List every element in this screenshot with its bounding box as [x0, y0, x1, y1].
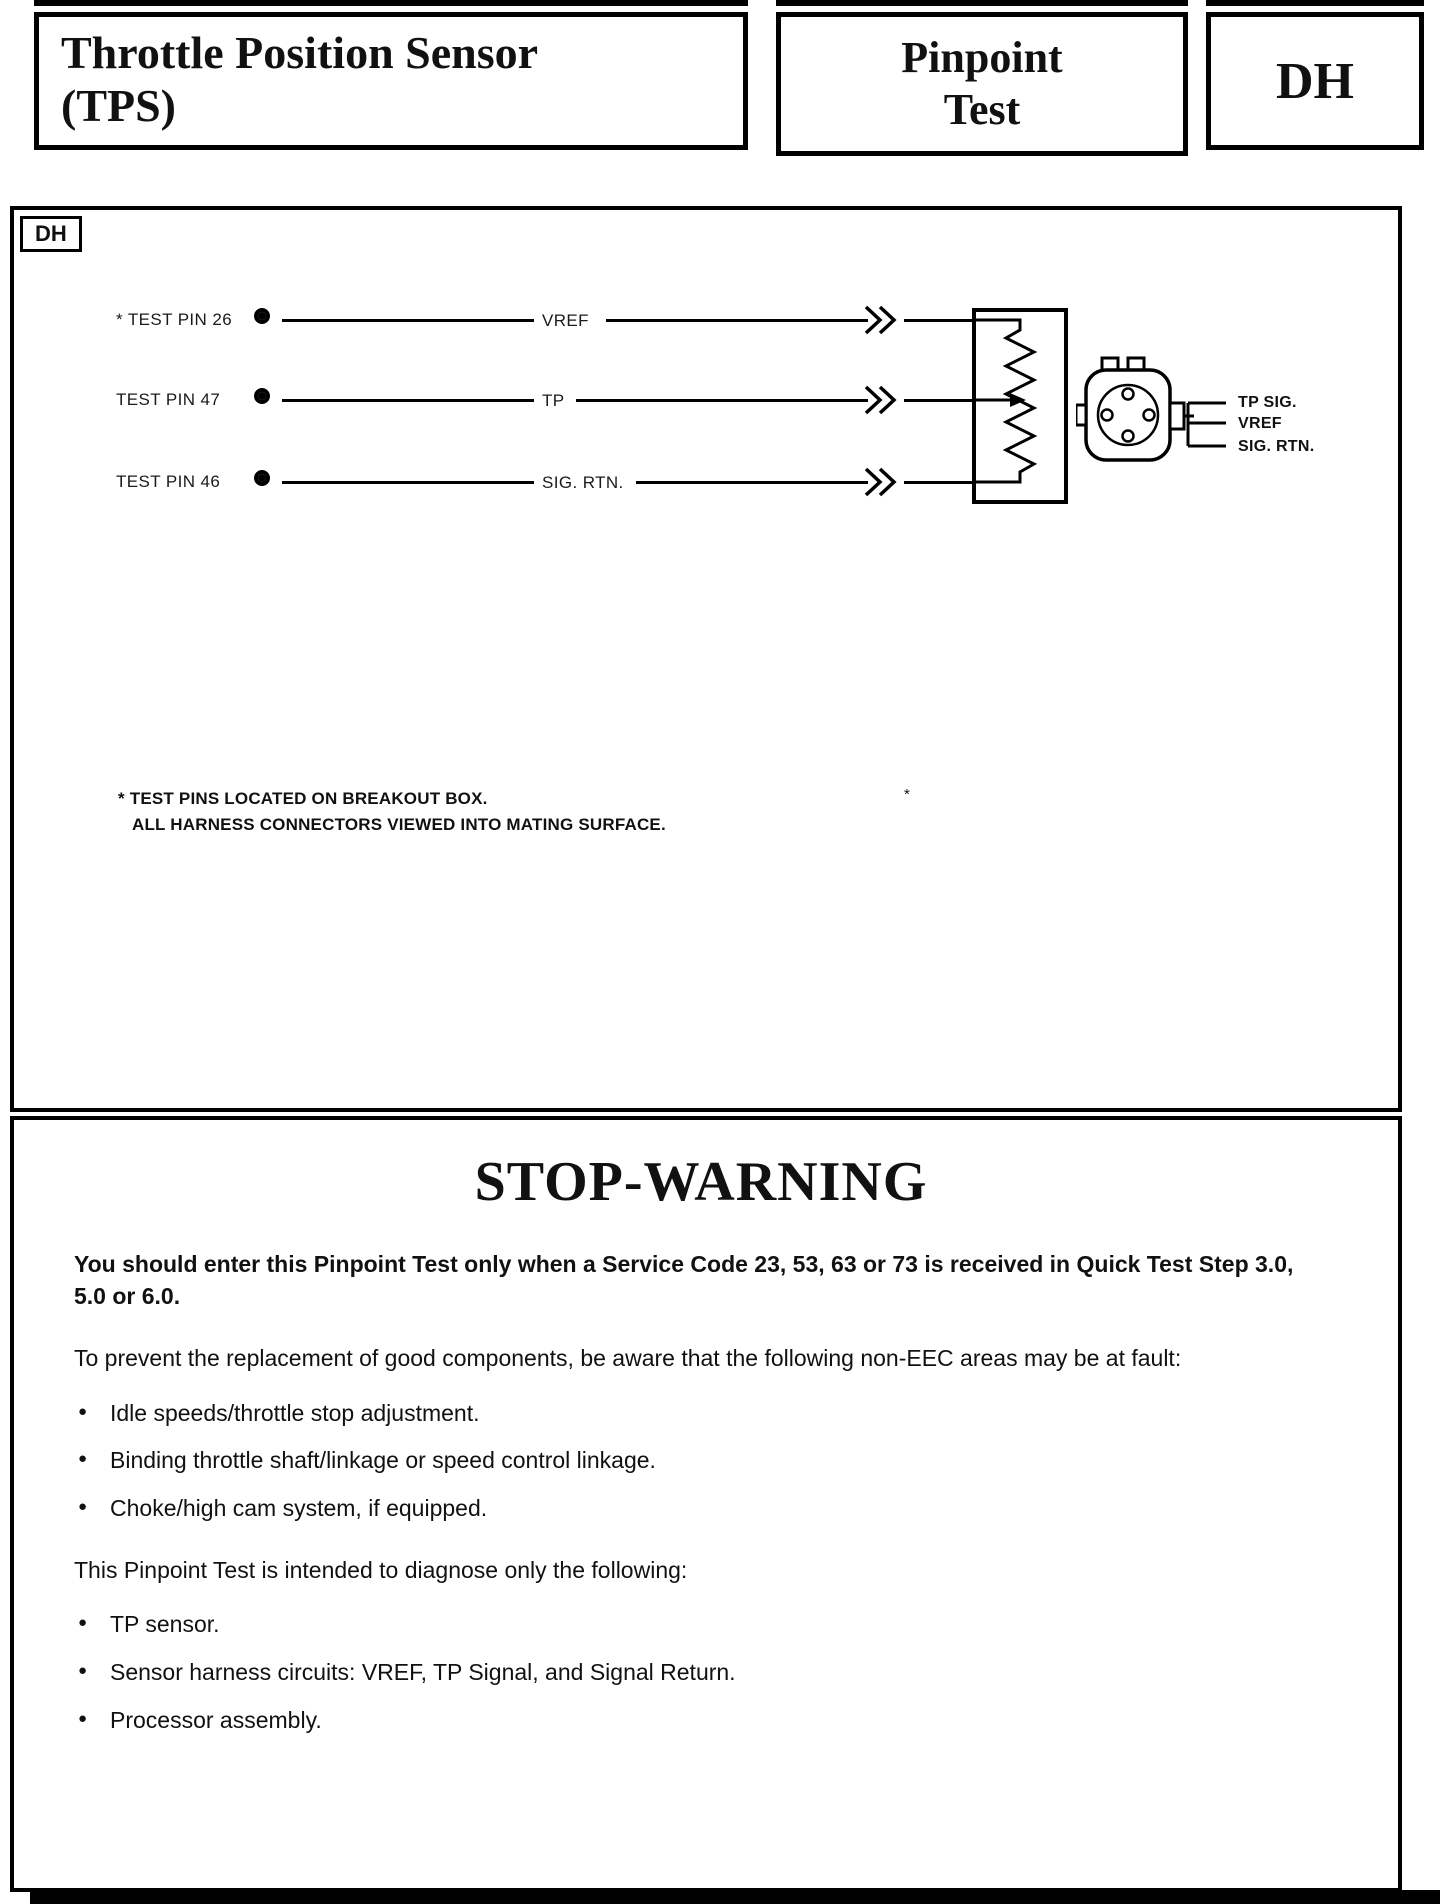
stop-warning-panel [10, 1116, 1402, 1892]
warning-para-non-eec: To prevent the replacement of good components, be aware that the following non-EEC areas may be at fault: [74, 1345, 1182, 1372]
diagnose-scope-list [74, 1610, 1328, 1736]
pinpoint-label-line1: Pinpoint [901, 33, 1063, 83]
connector-break-icon [862, 467, 902, 497]
test-pin-26-label: * TEST PIN 26 [116, 310, 233, 329]
test-code: DH [1276, 52, 1354, 110]
footnote-line2: ALL HARNESS CONNECTORS VIEWED INTO MATING SURFACE. [132, 814, 666, 834]
connector-pin-label-sig-rtn: SIG. RTN. [1238, 438, 1315, 455]
page-title-line1: Throttle Position Sensor [61, 27, 539, 78]
test-pin-46-terminal-icon [254, 470, 270, 486]
diagram-footnote [118, 786, 666, 837]
wire-vref-b [606, 319, 868, 322]
non-eec-fault-list [74, 1399, 1328, 1525]
tp-sensor-resistor-icon [972, 308, 1068, 504]
wire-tp-c [904, 399, 972, 402]
footnote-line1: * TEST PINS LOCATED ON BREAKOUT BOX. [118, 789, 488, 808]
test-pin-47-label: TEST PIN 47 [116, 390, 221, 409]
wire-vref-c [904, 319, 972, 322]
tp-signal-label: TP [542, 391, 565, 410]
test-code-box [1206, 12, 1424, 150]
list-item: ● Sensor harness circuits: VREF, TP Signal, and Signal Return. [74, 1658, 1328, 1688]
wire-vref-a [282, 319, 534, 322]
list-item: ● Idle speeds/throttle stop adjustment. [74, 1399, 1328, 1429]
top-rule-left [34, 0, 748, 6]
warning-para-diagnose: This Pinpoint Test is intended to diagnose only the following: [74, 1557, 688, 1584]
wire-sigrtn-b [636, 481, 868, 484]
wire-tp-b [576, 399, 868, 402]
list-item: ● Processor assembly. [74, 1706, 1328, 1736]
connector-break-icon [862, 305, 902, 335]
connector-break-icon [862, 385, 902, 415]
pinpoint-test-box [776, 12, 1188, 156]
page-bottom-rule [30, 1890, 1440, 1904]
test-pin-26-terminal-icon [254, 308, 270, 324]
page-title-line2: (TPS) [61, 79, 176, 131]
harness-connector-icon [1076, 356, 1236, 492]
warning-title: STOP-WARNING [474, 1151, 928, 1213]
wire-tp-a [282, 399, 534, 402]
top-rule-right [1206, 0, 1424, 6]
list-item: ● TP sensor. [74, 1610, 1328, 1640]
test-pin-47-terminal-icon [254, 388, 270, 404]
wire-sigrtn-c [904, 481, 972, 484]
wire-sigrtn-a [282, 481, 534, 484]
sig-rtn-signal-label: SIG. RTN. [542, 473, 624, 492]
list-item: ● Choke/high cam system, if equipped. [74, 1494, 1328, 1524]
title-box [34, 12, 748, 150]
pinpoint-label-line2: Test [943, 85, 1021, 134]
diagram-tag: DH [20, 216, 82, 252]
connector-pin-label-vref: VREF [1238, 415, 1282, 432]
top-rule-middle [776, 0, 1188, 6]
connector-pin-label-tp-sig: TP SIG. [1238, 394, 1297, 411]
warning-intro: You should enter this Pinpoint Test only when a Service Code 23, 53, 63 or 73 is received in Quick Test Step 3.0, 5.0 or 6.0. [74, 1251, 1294, 1310]
wiring-diagram-panel [10, 206, 1402, 1112]
test-pin-46-label: TEST PIN 46 [116, 472, 221, 491]
vref-signal-label: VREF [542, 311, 589, 330]
asterisk-mark: * [904, 786, 910, 803]
list-item: ● Binding throttle shaft/linkage or speed control linkage. [74, 1446, 1328, 1476]
